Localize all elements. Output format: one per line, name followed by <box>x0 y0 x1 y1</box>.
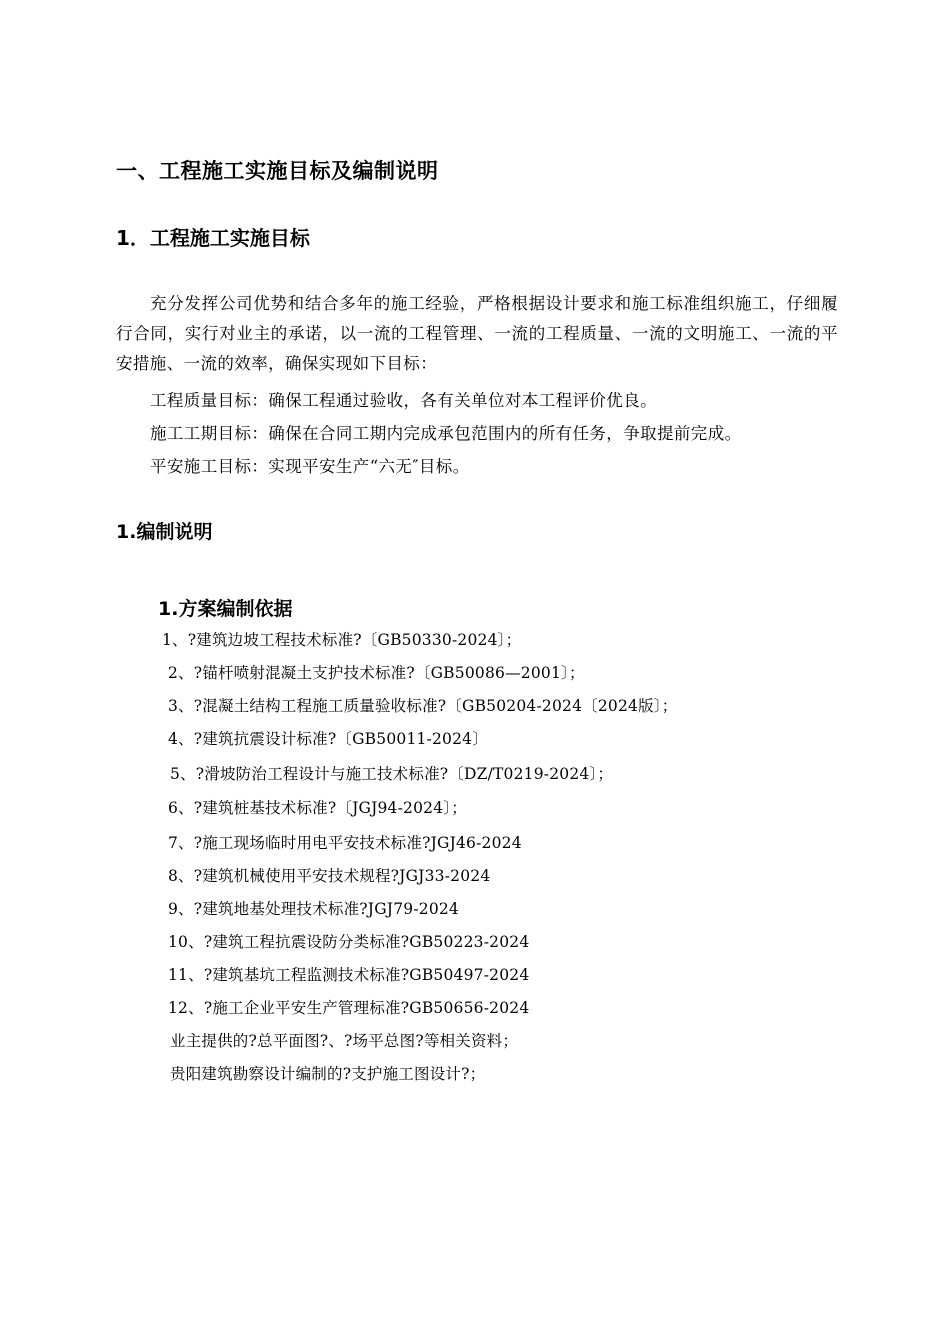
subsection-title-explanation: 1.编制说明 <box>116 521 213 543</box>
basis-title: 1.方案编制依据 <box>158 598 293 620</box>
intro-paragraph: 充分发挥公司优势和结合多年的施工经验，严格根据设计要求和施工标准组织施工，仔细履行合同，实行对业主的承诺，以一流的工程管理、一流的工程质量、一流的文明施工、一流的平安措施、一流的效率，确保实现如下目标： <box>116 294 838 373</box>
reference-item: 3、?混凝土结构工程施工质量验收标准?〔GB50204-2024〔2024版〕； <box>168 697 678 715</box>
goal-schedule: 施工工期目标：确保在合同工期内完成承包范围内的所有任务，争取提前完成。 <box>150 424 742 443</box>
reference-item: 贵阳建筑勘察设计编制的?支护施工图设计?； <box>170 1065 486 1083</box>
reference-item: 12、?施工企业平安生产管理标准?GB50656-2024 <box>168 999 530 1017</box>
reference-item: 11、?建筑基坑工程监测技术标准?GB50497-2024 <box>168 966 530 984</box>
goal-quality: 工程质量目标：确保工程通过验收，各有关单位对本工程评价优良。 <box>150 391 657 410</box>
reference-item: 6、?建筑桩基技术标准?〔JGJ94-2024〕； <box>168 799 467 817</box>
goal-safety: 平安施工目标：实现平安生产“六无″目标。 <box>150 457 470 476</box>
section-title: 一、工程施工实施目标及编制说明 <box>116 159 439 183</box>
reference-item: 7、?施工现场临时用电平安技术标准?JGJ46-2024 <box>168 834 522 852</box>
reference-item: 1、?建筑边坡工程技术标准?〔GB50330-2024〕； <box>162 631 522 649</box>
reference-item: 5、?滑坡防治工程设计与施工技术标准?〔DZ/T0219-2024〕； <box>170 765 614 783</box>
reference-item: 10、?建筑工程抗震设防分类标准?GB50223-2024 <box>168 933 530 951</box>
subsection-title-goals: 1．工程施工实施目标 <box>116 226 310 250</box>
reference-item: 2、?锚杆喷射混凝土支护技术标准?〔GB50086—2001〕； <box>168 664 585 682</box>
reference-item: 8、?建筑机械使用平安技术规程?JGJ33-2024 <box>168 867 491 885</box>
reference-item: 业主提供的?总平面图?、?场平总图?等相关资料； <box>170 1032 519 1050</box>
reference-item: 4、?建筑抗震设计标准?〔GB50011-2024〕 <box>168 730 488 748</box>
reference-item: 9、?建筑地基处理技术标准?JGJ79-2024 <box>168 900 459 918</box>
